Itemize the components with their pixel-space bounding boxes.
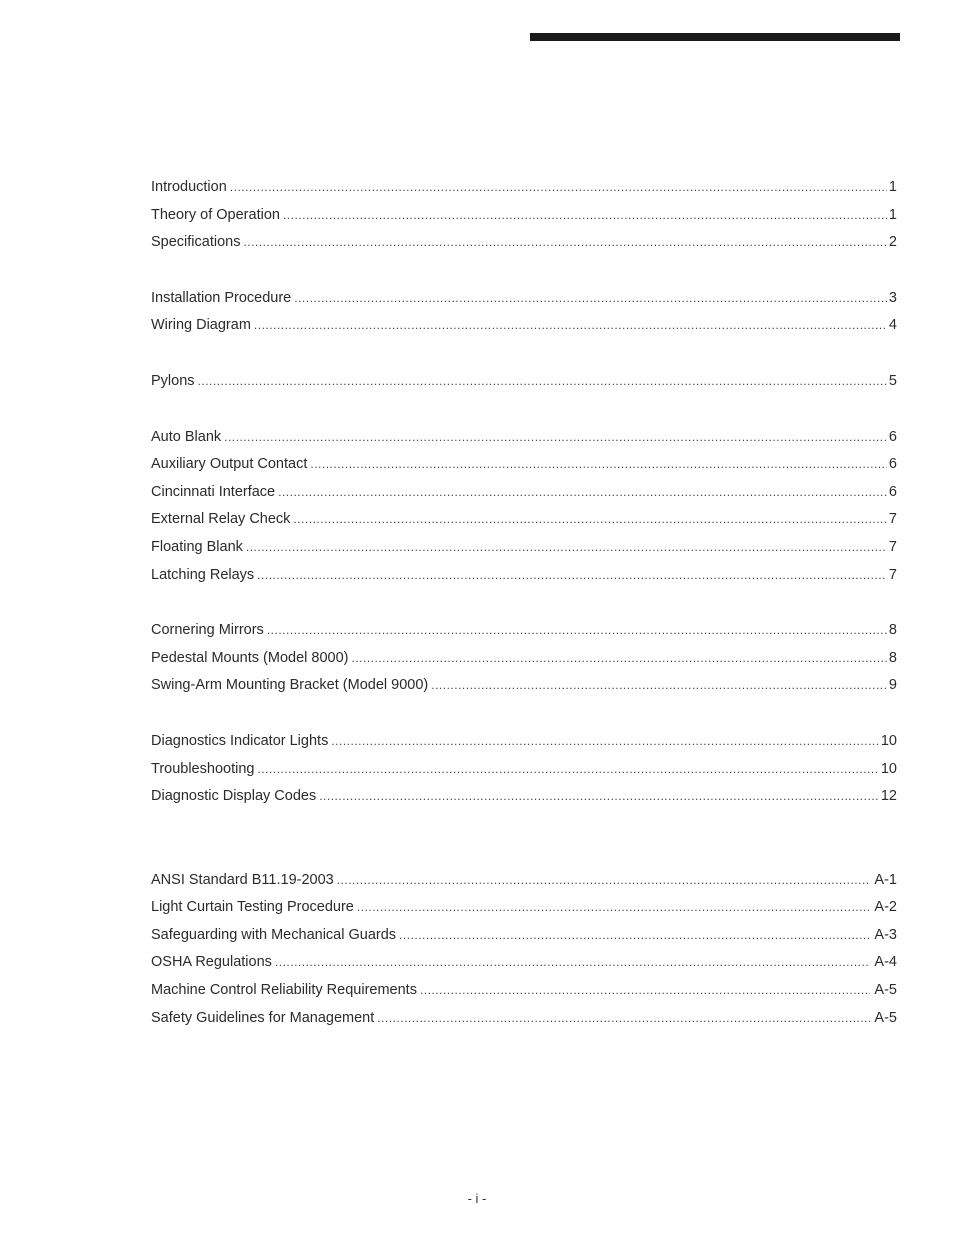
toc-entry-title: Swing-Arm Mounting Bracket (Model 9000) [151, 677, 429, 694]
section-gap [151, 396, 897, 424]
toc-entry-page: A-2 [874, 899, 897, 916]
toc-entry-title: ANSI Standard B11.19-2003 [151, 871, 334, 888]
toc-entry[interactable] [151, 949, 897, 977]
toc-entry-page: 10 [880, 760, 897, 777]
dot-leader [337, 867, 871, 895]
section-gap [151, 811, 897, 867]
toc-entry-title: Pedestal Mounts (Model 8000) [151, 649, 349, 666]
toc-entry-page: 6 [888, 456, 897, 473]
toc-entry-title: Introduction [151, 179, 227, 195]
section-gap [151, 589, 897, 617]
toc-entry[interactable] [151, 977, 897, 1005]
toc-entry-title: External Relay Check [151, 511, 291, 528]
toc-entry-page: 9 [888, 677, 897, 694]
dot-leader [294, 285, 887, 313]
toc-entry[interactable] [151, 174, 897, 202]
toc-entry[interactable] [151, 922, 897, 950]
dot-leader [399, 922, 870, 950]
toc-entry-page: 8 [888, 649, 897, 666]
toc-entry[interactable] [151, 368, 897, 396]
toc-entry-page: 3 [888, 289, 897, 306]
toc-entry-title: Latching Relays [151, 566, 255, 583]
toc-entry[interactable] [151, 728, 897, 756]
toc-entry-title: Auxiliary Output Contact [151, 456, 308, 473]
dot-leader [224, 424, 887, 452]
toc-entry-title: OSHA Regulations [151, 954, 272, 971]
section-gap [151, 700, 897, 728]
toc-entry-title: Specifications [151, 234, 241, 251]
toc-entry[interactable] [151, 645, 897, 673]
dot-leader [243, 229, 886, 257]
toc-entry-page: 12 [880, 788, 897, 805]
toc-entry[interactable] [151, 562, 897, 590]
dot-leader [278, 479, 887, 507]
table-of-contents [151, 174, 897, 1032]
toc-entry-title: Machine Control Reliability Requirements [151, 982, 417, 999]
section-gap [151, 340, 897, 368]
toc-entry-page: 6 [888, 483, 897, 500]
toc-entry-title: Installation Procedure [151, 289, 292, 306]
toc-entry-page: A-3 [874, 926, 897, 943]
toc-entry-page: 5 [888, 372, 897, 389]
dot-leader [357, 894, 871, 922]
dot-leader [257, 562, 887, 590]
dot-leader [377, 1005, 870, 1033]
toc-entry[interactable] [151, 867, 897, 895]
dot-leader [246, 534, 887, 562]
toc-entry[interactable] [151, 451, 897, 479]
toc-entry[interactable] [151, 756, 897, 784]
toc-entry[interactable] [151, 617, 897, 645]
toc-entry-page: 7 [888, 538, 897, 555]
dot-leader [351, 645, 886, 673]
toc-entry-page: A-4 [874, 954, 897, 971]
toc-entry-page: A-5 [874, 982, 897, 999]
toc-entry-title: Troubleshooting [151, 760, 255, 777]
dot-leader [275, 949, 871, 977]
toc-entry-page: 1 [888, 206, 897, 223]
toc-entry-page: 10 [880, 732, 897, 749]
toc-entry-title: Safeguarding with Mechanical Guards [151, 926, 397, 943]
toc-entry[interactable] [151, 285, 897, 313]
toc-entry[interactable] [151, 783, 897, 811]
toc-entry-title: Floating Blank [151, 538, 243, 555]
toc-entry-title: Cincinnati Interface [151, 483, 276, 500]
dot-leader [254, 312, 887, 340]
toc-entry-page: 7 [888, 566, 897, 583]
dot-leader [198, 368, 887, 396]
toc-entry-title: Pylons [151, 372, 195, 389]
toc-entry-page: 2 [888, 234, 897, 251]
toc-entry-page: 4 [888, 317, 897, 334]
toc-entry[interactable] [151, 534, 897, 562]
section-gap [151, 257, 897, 285]
toc-entry-title: Cornering Mirrors [151, 622, 264, 639]
dot-leader [293, 506, 887, 534]
toc-entry[interactable] [151, 229, 897, 257]
toc-entry-title: Diagnostic Display Codes [151, 788, 317, 805]
toc-entry[interactable] [151, 202, 897, 230]
dot-leader [331, 728, 879, 756]
dot-leader [431, 672, 887, 700]
page-number: - i - [467, 1191, 487, 1206]
toc-entry[interactable] [151, 312, 897, 340]
toc-entry-title: Wiring Diagram [151, 317, 251, 334]
dot-leader [230, 174, 887, 202]
dot-leader [319, 783, 879, 811]
toc-entry-title: Auto Blank [151, 428, 222, 445]
toc-entry-page: 8 [888, 622, 897, 639]
toc-entry[interactable] [151, 894, 897, 922]
toc-entry-page: A-5 [874, 1009, 897, 1026]
dot-leader [420, 977, 870, 1005]
toc-entry-title: Theory of Operation [151, 206, 280, 223]
toc-entry[interactable] [151, 424, 897, 452]
toc-entry-page: 7 [888, 511, 897, 528]
dot-leader [257, 756, 878, 784]
toc-entry[interactable] [151, 479, 897, 507]
dot-leader [310, 451, 887, 479]
toc-entry-page: 1 [888, 179, 897, 195]
toc-entry-page: 6 [888, 428, 897, 445]
dot-leader [283, 202, 887, 230]
toc-entry-title: Diagnostics Indicator Lights [151, 732, 329, 749]
toc-entry[interactable] [151, 672, 897, 700]
toc-entry-title: Safety Guidelines for Management [151, 1009, 375, 1026]
toc-entry-title: Light Curtain Testing Procedure [151, 899, 354, 916]
header-rule [530, 33, 900, 41]
toc-entry-page: A-1 [874, 871, 897, 888]
dot-leader [267, 617, 887, 645]
toc-entry[interactable] [151, 506, 897, 534]
toc-entry[interactable] [151, 1005, 897, 1033]
